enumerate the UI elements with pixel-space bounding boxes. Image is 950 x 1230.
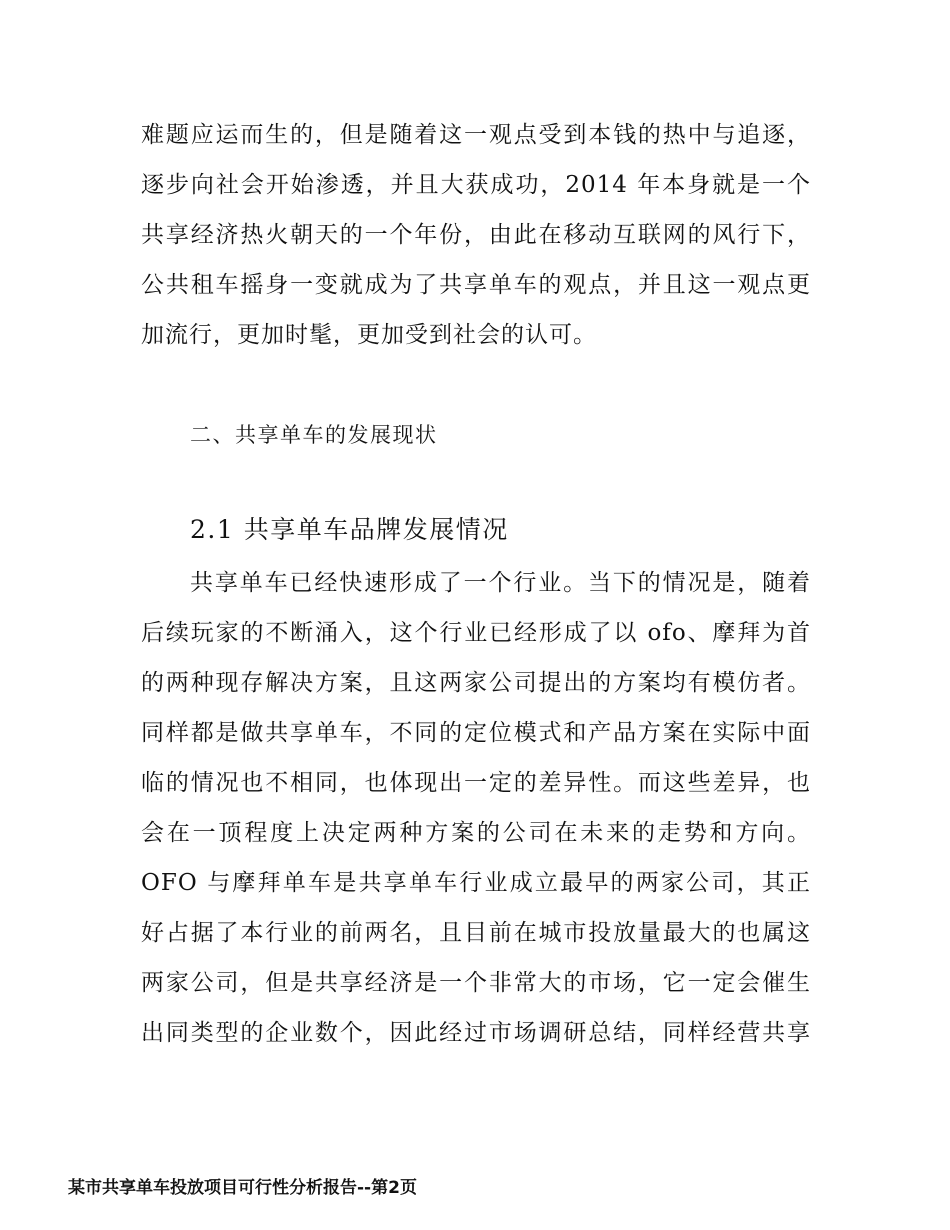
section-heading: 二、共享单车的发展现状 [190, 423, 438, 447]
page-footer: 某市共享单车投放项目可行性分析报告--第2页 [68, 1178, 417, 1198]
text-line: 好占据了本行业的前两名，且目前在城市投放量最大的也属这 [141, 920, 811, 946]
text-line: 逐步向社会开始渗透，并且大获成功，2014 年本身就是一个 [141, 172, 811, 198]
text-line: 的两种现存解决方案，且这两家公司提出的方案均有模仿者。 [141, 670, 811, 696]
text-line: 公共租车摇身一变就成为了共享单车的观点，并且这一观点更 [141, 272, 811, 298]
text-line: 共享单车已经快速形成了一个行业。当下的情况是，随着 [190, 570, 811, 596]
text-line: 临的情况也不相同，也体现出一定的差异性。而这些差异，也 [141, 770, 811, 796]
text-line: 后续玩家的不断涌入，这个行业已经形成了以 ofo、摩拜为首 [141, 620, 811, 646]
text-line: 两家公司，但是共享经济是一个非常大的市场，它一定会催生 [141, 970, 811, 996]
text-line: OFO 与摩拜单车是共享单车行业成立最早的两家公司，其正 [141, 870, 811, 896]
text-line: 共享经济热火朝天的一个年份，由此在移动互联网的风行下， [141, 222, 811, 248]
text-line: 会在一顶程度上决定两种方案的公司在未来的走势和方向。 [141, 820, 811, 846]
sub-heading: 2.1 共享单车品牌发展情况 [190, 515, 509, 544]
text-line: 加流行，更加时髦，更加受到社会的认可。 [141, 322, 597, 348]
text-line: 出同类型的企业数个，因此经过市场调研总结，同样经营共享 [141, 1020, 811, 1046]
text-line: 同样都是做共享单车，不同的定位模式和产品方案在实际中面 [141, 720, 811, 746]
text-line: 难题应运而生的，但是随着这一观点受到本钱的热中与追逐， [141, 122, 811, 148]
